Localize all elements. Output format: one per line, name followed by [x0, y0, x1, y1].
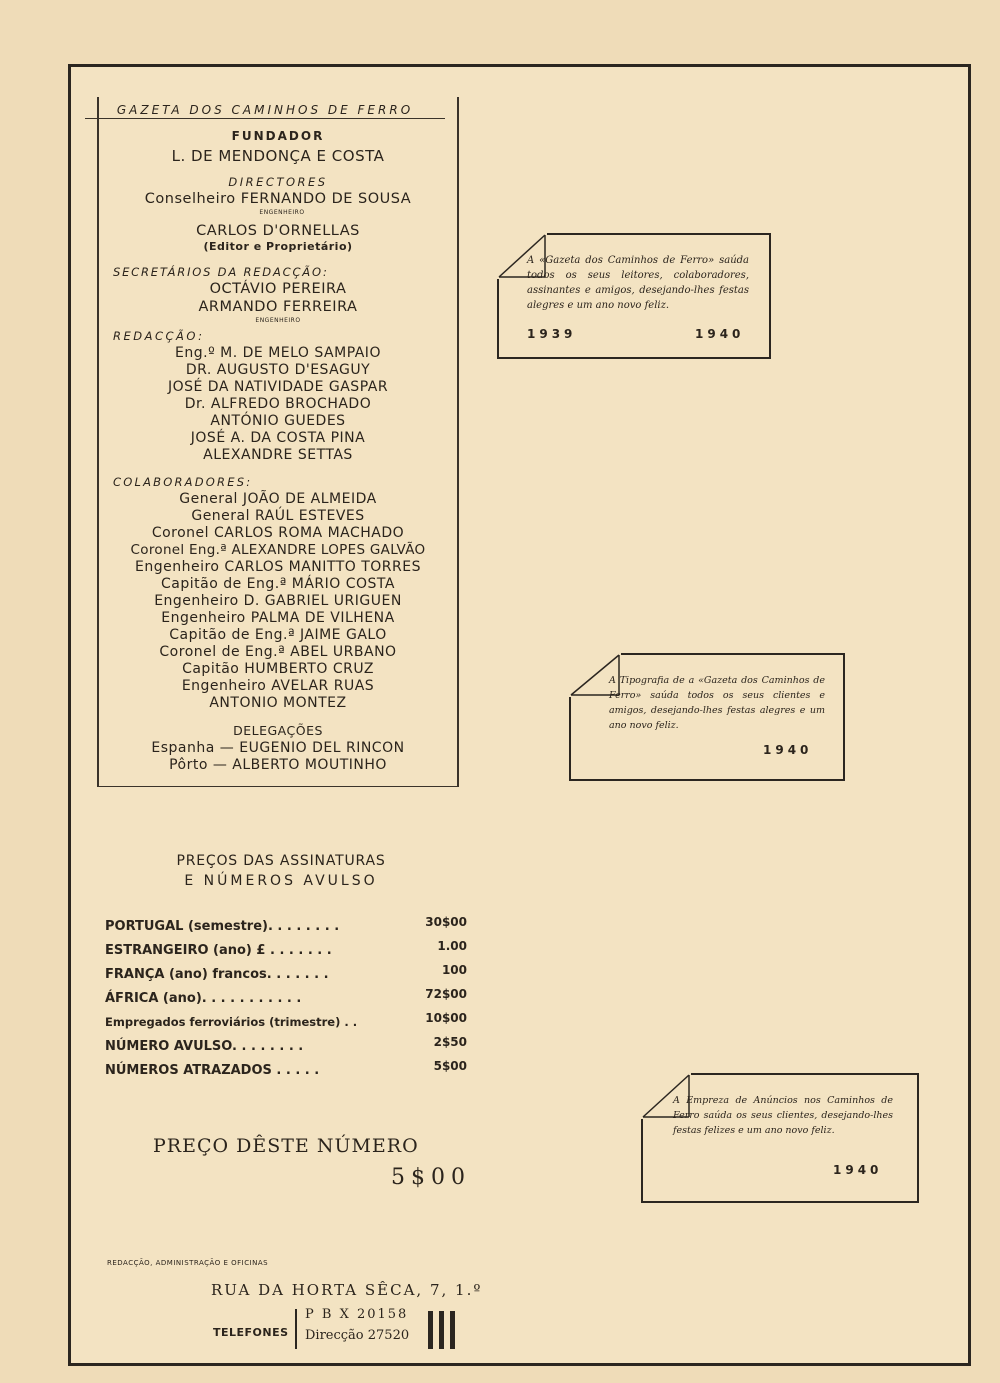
phone-direccao: Direcção 27520	[305, 1328, 410, 1343]
contributor: Engenheiro CARLOS MANITTO TORRES	[134, 559, 421, 575]
price-value: 100	[441, 963, 467, 977]
greeting-text: A «Gazeta dos Caminhos de Ferro» saúda todos os seus leitores, colaboradores, assinantes e amigos, desejando-lhes festas alegres e um ano novo feliz.	[527, 255, 749, 311]
issue-price-label: PREÇO DÊSTE NÚMERO	[153, 1135, 419, 1157]
price-row-empregados	[105, 1011, 467, 1035]
price-label: Empregados ferroviários (trimestre) . .	[105, 1015, 358, 1029]
address: RUA DA HORTA SÊCA, 7, 1.º	[211, 1281, 483, 1299]
price-value: 10$00	[425, 1011, 467, 1025]
editorial-member: DR. AUGUSTO D'ESAGUY	[185, 362, 371, 378]
editorial-member: Eng.º M. DE MELO SAMPAIO	[175, 345, 381, 361]
year-1940: 1940	[763, 743, 813, 757]
director-1-title: ENGENHEIRO	[259, 209, 305, 216]
year-1940: 1940	[695, 327, 745, 341]
contributor: Engenheiro AVELAR RUAS	[181, 678, 375, 694]
price-row-portugal	[105, 915, 467, 939]
editorial-member: ALEXANDRE SETTAS	[203, 447, 353, 463]
price-label: ESTRANGEIRO (ano) £ . . . . . . .	[105, 943, 332, 958]
price-row-atrazados	[105, 1059, 467, 1083]
delegation-2: Pôrto — ALBERTO MOUTINHO	[169, 757, 387, 773]
editorial-label: REDACÇÃO:	[113, 329, 205, 343]
price-value: 72$00	[425, 987, 467, 1001]
founder-name: L. DE MENDONÇA E COSTA	[171, 147, 385, 165]
prices-subheading: E NÚMEROS AVULSO	[184, 873, 378, 889]
price-label: NÚMEROS ATRAZADOS . . . . .	[105, 1063, 320, 1078]
editorial-member: Dr. ALFREDO BROCHADO	[184, 396, 372, 412]
triple-bar-ornament	[428, 1311, 456, 1349]
greeting-text: A Empreza de Anúncios nos Caminhos de Ferro saúda os seus clientes, desejando-lhes festas felizes e um ano novo feliz.	[673, 1095, 893, 1136]
editorial-member: JOSÉ DA NATIVIDADE GASPAR	[167, 379, 389, 395]
price-row-estrangeiro	[105, 939, 467, 963]
founder-label: FUNDADOR	[231, 129, 325, 143]
price-value: 30$00	[425, 915, 467, 929]
price-label: NÚMERO AVULSO. . . . . . . .	[105, 1039, 304, 1054]
admin-label: REDACÇÃO, ADMINISTRAÇÃO E OFICINAS	[107, 1259, 269, 1267]
director-1: Conselheiro FERNANDO DE SOUSA	[144, 191, 412, 207]
page-frame	[68, 64, 971, 1366]
contributor: Capitão de Eng.ª JAIME GALO	[169, 627, 387, 643]
price-value: 5$00	[433, 1059, 467, 1073]
editorial-member: ANTÓNIO GUEDES	[210, 413, 346, 429]
price-row-franca	[105, 963, 467, 987]
greeting-note-tipografia	[569, 653, 845, 781]
issue-price-value: 5$00	[391, 1165, 471, 1190]
phones-brace	[295, 1309, 297, 1349]
masthead-title: GAZETA DOS CAMINHOS DE FERRO	[85, 103, 445, 119]
contributor: Engenheiro D. GABRIEL URIGUEN	[154, 593, 402, 609]
year-1939: 1939	[527, 327, 577, 341]
contributor: General JOÃO DE ALMEIDA	[179, 491, 377, 507]
prices-heading: PREÇOS DAS ASSINATURAS	[176, 853, 386, 869]
directors-label: DIRECTORES	[228, 175, 328, 189]
contributor: Coronel Eng.ª ALEXANDRE LOPES GALVÃO	[130, 542, 426, 558]
director-2-title: (Editor e Proprietário)	[203, 240, 353, 253]
contributor: Engenheiro PALMA DE VILHENA	[161, 610, 395, 626]
price-label: ÁFRICA (ano). . . . . . . . . . .	[105, 991, 302, 1006]
price-label: FRANÇA (ano) francos. . . . . . .	[105, 967, 329, 982]
phones-label: TELEFONES	[213, 1326, 289, 1339]
contributors-label: COLABORADORES:	[113, 475, 253, 489]
delegations-label: DELEGAÇÕES	[233, 723, 323, 738]
price-row-avulso	[105, 1035, 467, 1059]
year-1940: 1940	[833, 1163, 883, 1177]
contributor: Coronel CARLOS ROMA MACHADO	[151, 525, 405, 541]
price-value: 2$50	[433, 1035, 467, 1049]
secretary-2: ARMANDO FERREIRA	[198, 299, 358, 315]
secretary-1: OCTÁVIO PEREIRA	[209, 281, 347, 297]
contributor: ANTONIO MONTEZ	[209, 695, 347, 711]
price-row-africa	[105, 987, 467, 1011]
editorial-member: JOSÉ A. DA COSTA PINA	[190, 430, 366, 446]
phone-pbx: P B X 20158	[305, 1307, 409, 1322]
contributor: Capitão de Eng.ª MÁRIO COSTA	[161, 576, 395, 592]
greeting-text: A Tipografia de a «Gazeta dos Caminhos de Ferro» saúda todos os seus clientes e amigos, desejando-lhes festas alegres e um ano novo feliz.	[609, 675, 825, 731]
contributor: Coronel de Eng.ª ABEL URBANO	[159, 644, 397, 660]
delegation-1: Espanha — EUGENIO DEL RINCON	[151, 740, 405, 756]
price-label: PORTUGAL (semestre). . . . . . . .	[105, 919, 340, 934]
secretary-2-title: ENGENHEIRO	[255, 317, 301, 324]
greeting-note-gazeta	[497, 233, 771, 359]
contributor: General RAÚL ESTEVES	[191, 508, 365, 524]
contributor: Capitão HUMBERTO CRUZ	[182, 661, 374, 677]
director-2: CARLOS D'ORNELLAS	[196, 223, 360, 239]
greeting-note-anuncios	[641, 1073, 919, 1203]
secretaries-label: SECRETÁRIOS DA REDACÇÃO:	[113, 265, 329, 279]
price-value: 1.00	[437, 939, 467, 953]
